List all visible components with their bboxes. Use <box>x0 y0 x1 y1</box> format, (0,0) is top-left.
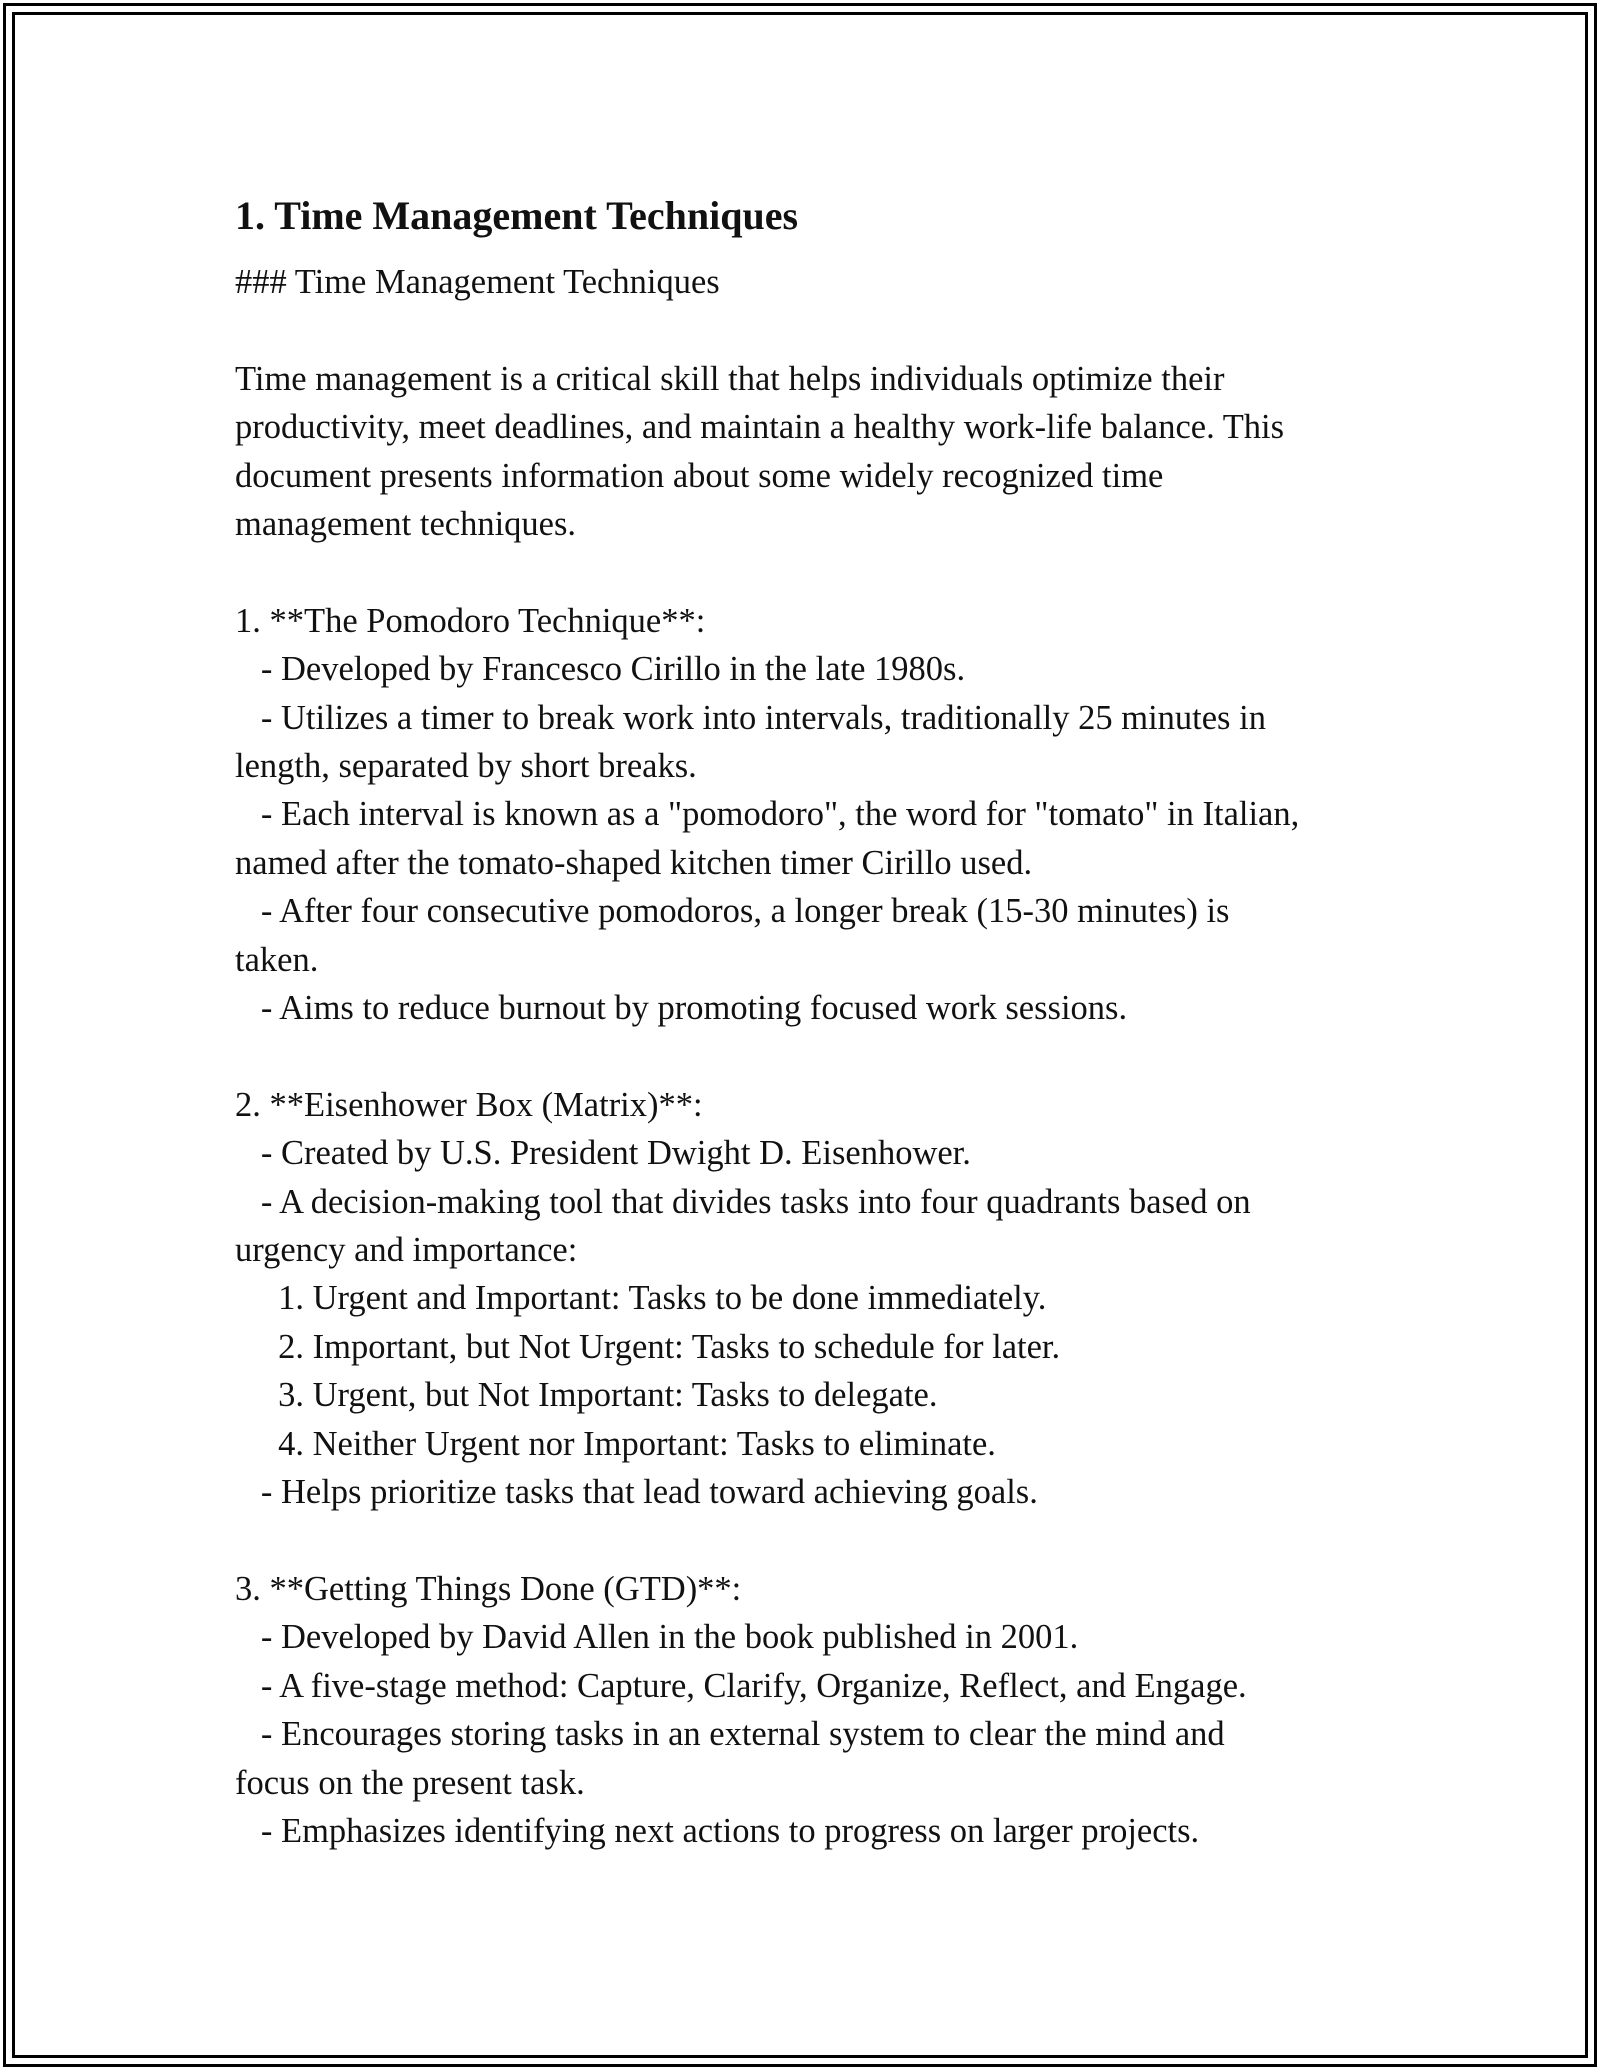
text-line: - Utilizes a timer to break work into intervals, traditionally 25 minutes in <box>235 698 1266 737</box>
text-line: - After four consecutive pomodoros, a longer break (15-30 minutes) is <box>235 892 1230 931</box>
text-line: productivity, meet deadlines, and maintain a healthy work-life balance. This <box>235 408 1285 447</box>
document-lines <box>235 258 1385 1855</box>
text-line: - Developed by Francesco Cirillo in the late 1980s. <box>235 650 966 689</box>
text-line: - A decision-making tool that divides tasks into four quadrants based on <box>235 1182 1251 1221</box>
blank-line <box>235 306 1385 354</box>
blank-line <box>235 548 1385 596</box>
text-line: - A five-stage method: Capture, Clarify, Organize, Reflect, and Engage. <box>235 1666 1247 1705</box>
text-line: - Developed by David Allen in the book published in 2001. <box>235 1618 1079 1657</box>
text-line: ### Time Management Techniques <box>235 263 720 301</box>
text-line: 1. **The Pomodoro Technique**: <box>235 601 706 640</box>
text-line: - Aims to reduce burnout by promoting focused work sessions. <box>235 989 1128 1028</box>
text-line: length, separated by short breaks. <box>235 747 697 786</box>
text-line: 2. Important, but Not Urgent: Tasks to schedule for later. <box>235 1327 1061 1366</box>
text-line: 1. Urgent and Important: Tasks to be done immediately. <box>235 1279 1047 1318</box>
text-line: 3. Urgent, but Not Important: Tasks to delegate. <box>235 1376 938 1415</box>
text-line: 2. **Eisenhower Box (Matrix)**: <box>235 1085 703 1124</box>
text-line: - Emphasizes identifying next actions to progress on larger projects. <box>235 1811 1200 1850</box>
document-title: 1. Time Management Techniques <box>235 193 799 238</box>
text-line: taken. <box>235 940 319 979</box>
text-line: urgency and importance: <box>235 1231 578 1270</box>
text-line: - Each interval is known as a "pomodoro", the word for "tomato" in Italian, <box>235 795 1300 834</box>
blank-line <box>235 1517 1385 1565</box>
document-body <box>235 186 1385 1855</box>
text-line: 4. Neither Urgent nor Important: Tasks to eliminate. <box>235 1424 996 1463</box>
text-line: document presents information about some widely recognized time <box>235 456 1164 495</box>
text-line: Time management is a critical skill that helps individuals optimize their <box>235 359 1225 398</box>
text-line: - Created by U.S. President Dwight D. Eisenhower. <box>235 1134 971 1173</box>
text-line: management techniques. <box>235 505 577 544</box>
blank-line <box>235 1032 1385 1080</box>
text-line: 3. **Getting Things Done (GTD)**: <box>235 1569 742 1608</box>
text-line: - Encourages storing tasks in an external system to clear the mind and <box>235 1715 1225 1754</box>
text-line: focus on the present task. <box>235 1763 585 1802</box>
text-line: named after the tomato-shaped kitchen timer Cirillo used. <box>235 843 1033 882</box>
text-line: - Helps prioritize tasks that lead toward achieving goals. <box>235 1473 1038 1512</box>
